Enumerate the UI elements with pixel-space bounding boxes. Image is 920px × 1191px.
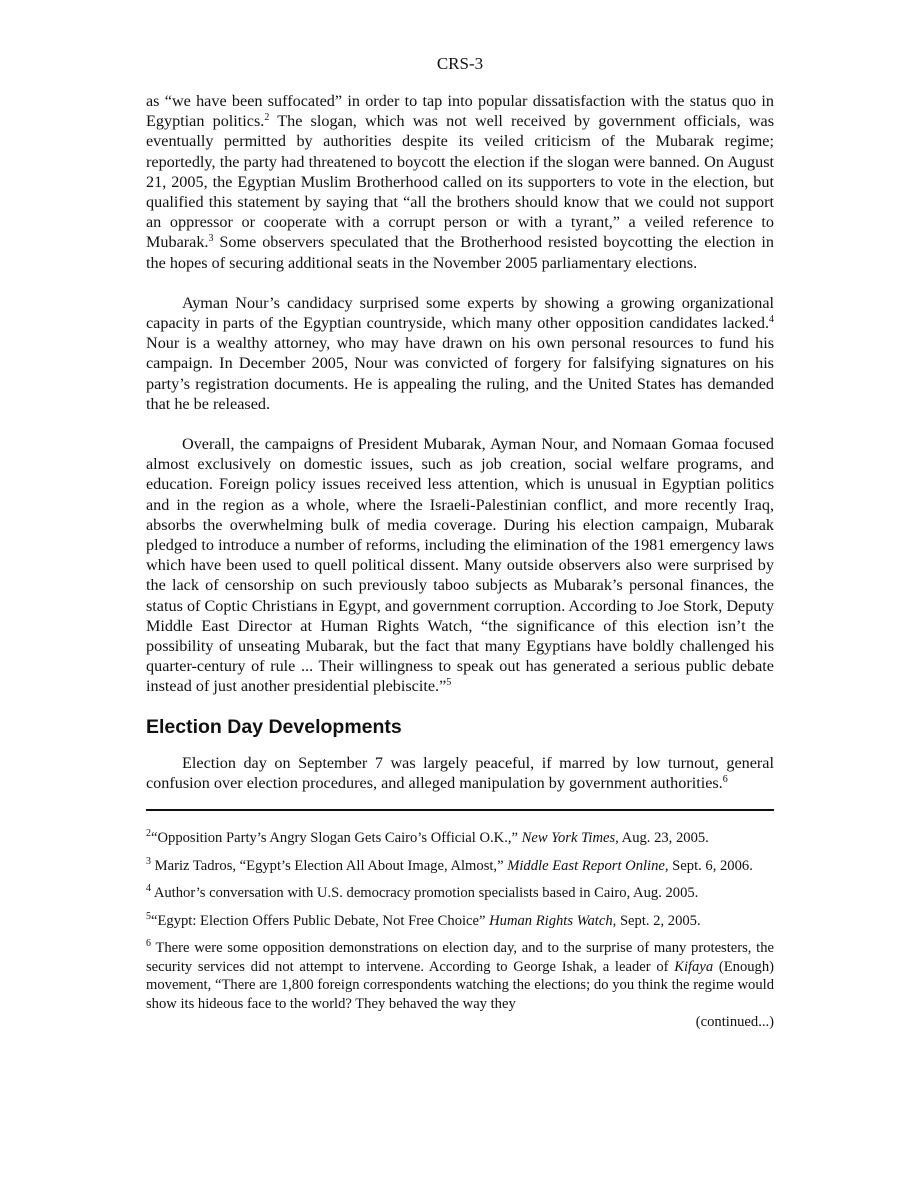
- footnote-italic: Kifaya: [674, 958, 714, 975]
- paragraph-text: Some observers speculated that the Brotherhood resisted boycotting the election in the hopes of securing additional seats in the November 2005 parliamentary elections.: [146, 233, 774, 272]
- footnote-ref[interactable]: 6: [722, 773, 728, 785]
- footnote-number: 3: [146, 855, 151, 867]
- footnote-number: 5: [146, 910, 151, 922]
- footnote-number: 6: [146, 938, 151, 950]
- footnote-italic: New York Times: [521, 830, 616, 847]
- footnote-2: [146, 829, 774, 848]
- footnote-ref[interactable]: 2: [264, 112, 270, 124]
- footnote-italic: Middle East Report Online: [507, 857, 665, 874]
- section-paragraph: [146, 753, 774, 793]
- footnote-italic: Human Rights Watch: [489, 912, 613, 929]
- footnote-ref[interactable]: 4: [769, 314, 774, 326]
- continued-marker: (continued...): [695, 1014, 774, 1031]
- footnote-text: “Egypt: Election Offers Public Debate, Not Free Choice”: [151, 912, 490, 929]
- paragraph-text: Election day on September 7 was largely peaceful, if marred by low turnout, general confusion over election procedures, and alleged manipulation by government authorities.: [146, 753, 774, 792]
- footnote-text: There were some opposition demonstrations on election day, and to the surprise of many protesters, the security services did not attempt to intervene. According to George Ishak, a leader of: [146, 940, 774, 975]
- footnote-text: “Opposition Party’s Angry Slogan Gets Cairo’s Official O.K.,”: [151, 830, 522, 847]
- paragraph-text: Ayman Nour’s candidacy surprised some experts by showing a growing organizational capacity in parts of the Egyptian countryside, which many other opposition candidates lacked.: [146, 293, 774, 333]
- footnote-ref[interactable]: 3: [208, 233, 214, 245]
- document-page: [146, 52, 774, 1032]
- paragraph-text: as “we have been suffocated” in order to tap into popular dissatisfaction with the status quo in Egyptian politics.: [146, 92, 774, 131]
- paragraph-gap: [146, 414, 774, 434]
- body-paragraph-3: [146, 434, 774, 697]
- footnote-3: [146, 857, 774, 876]
- footnote-number: 4: [146, 883, 151, 895]
- body-paragraph-2: [146, 293, 774, 414]
- footnote-5: [146, 912, 774, 931]
- paragraph-gap: [146, 273, 774, 293]
- paragraph-text: The slogan, which was not well received by government officials, was eventually permitted by authorities despite its veiled criticism of the Mubarak regime; reportedly, the party had threatened to boycott the election if the slogan were banned. On August 21, 2005, the Egyptian Muslim Brotherhood called on its supporters to vote in the election, but qualified this statement by saying that “all the brothers should know that we could not support an oppressor or cooperate with a corrupt person or with a tyrant,” a veiled reference to Mubarak.: [146, 112, 774, 252]
- footnote-text: Mariz Tadros, “Egypt’s Election All About Image, Almost,”: [151, 857, 508, 874]
- paragraph-text: Nour is a wealthy attorney, who may have drawn on his own personal resources to fund his campaign. In December 2005, Nour was convicted of forgery for falsifying signatures on his party’s registration documents. He is appealing the ruling, and the United States has demanded that he be released.: [146, 334, 774, 413]
- footnote-text: (Enough) movement, “There are 1,800 foreign correspondents watching the elections; do you think the regime would show its hideous face to the world? They behaved the way they: [146, 958, 774, 1012]
- footnote-text: , Aug. 23, 2005.: [615, 830, 709, 847]
- footnote-4: [146, 884, 774, 903]
- section-heading: Election Day Developments: [146, 715, 402, 738]
- footnote-text: , Sept. 6, 2006.: [664, 857, 753, 874]
- footnotes: [146, 829, 774, 1032]
- footnote-divider: [146, 809, 774, 811]
- footnote-ref[interactable]: 5: [446, 677, 452, 689]
- body-paragraph-1: [146, 91, 774, 273]
- footnote-text: Author’s conversation with U.S. democracy promotion specialists based in Cairo, Aug. 2005.: [151, 885, 699, 902]
- page-header: CRS-3: [436, 54, 484, 73]
- footnote-number: 2: [146, 828, 151, 840]
- footnote-6: [146, 939, 774, 1013]
- footnote-text: , Sept. 2, 2005.: [612, 912, 701, 929]
- paragraph-text: Overall, the campaigns of President Mubarak, Ayman Nour, and Nomaan Gomaa focused almost exclusively on domestic issues, such as job creation, social welfare programs, and education. Foreign policy issues received less attention, which is unusual in Egyptian politics and in the region as a whole, where the Israeli-Palestinian conflict, and more recently Iraq, absorbs the overwhelming bulk of media coverage. During his election campaign, Mubarak pledged to introduce a number of reforms, including the elimination of the 1981 emergency laws which have been used to quell political dissent. Many outside observers also were surprised by the lack of censorship on such previously taboo subjects as Mubarak’s personal finances, the status of Coptic Christians in Egypt, and government corruption. According to Joe Stork, Deputy Middle East Director at Human Rights Watch, “the significance of this election isn’t the possibility of unseating Mubarak, but the fact that many Egyptians have boldly challenged his quarter-century of rule ... Their willingness to speak out has generated a serious public debate instead of just another presidential plebiscite.”: [146, 435, 774, 696]
